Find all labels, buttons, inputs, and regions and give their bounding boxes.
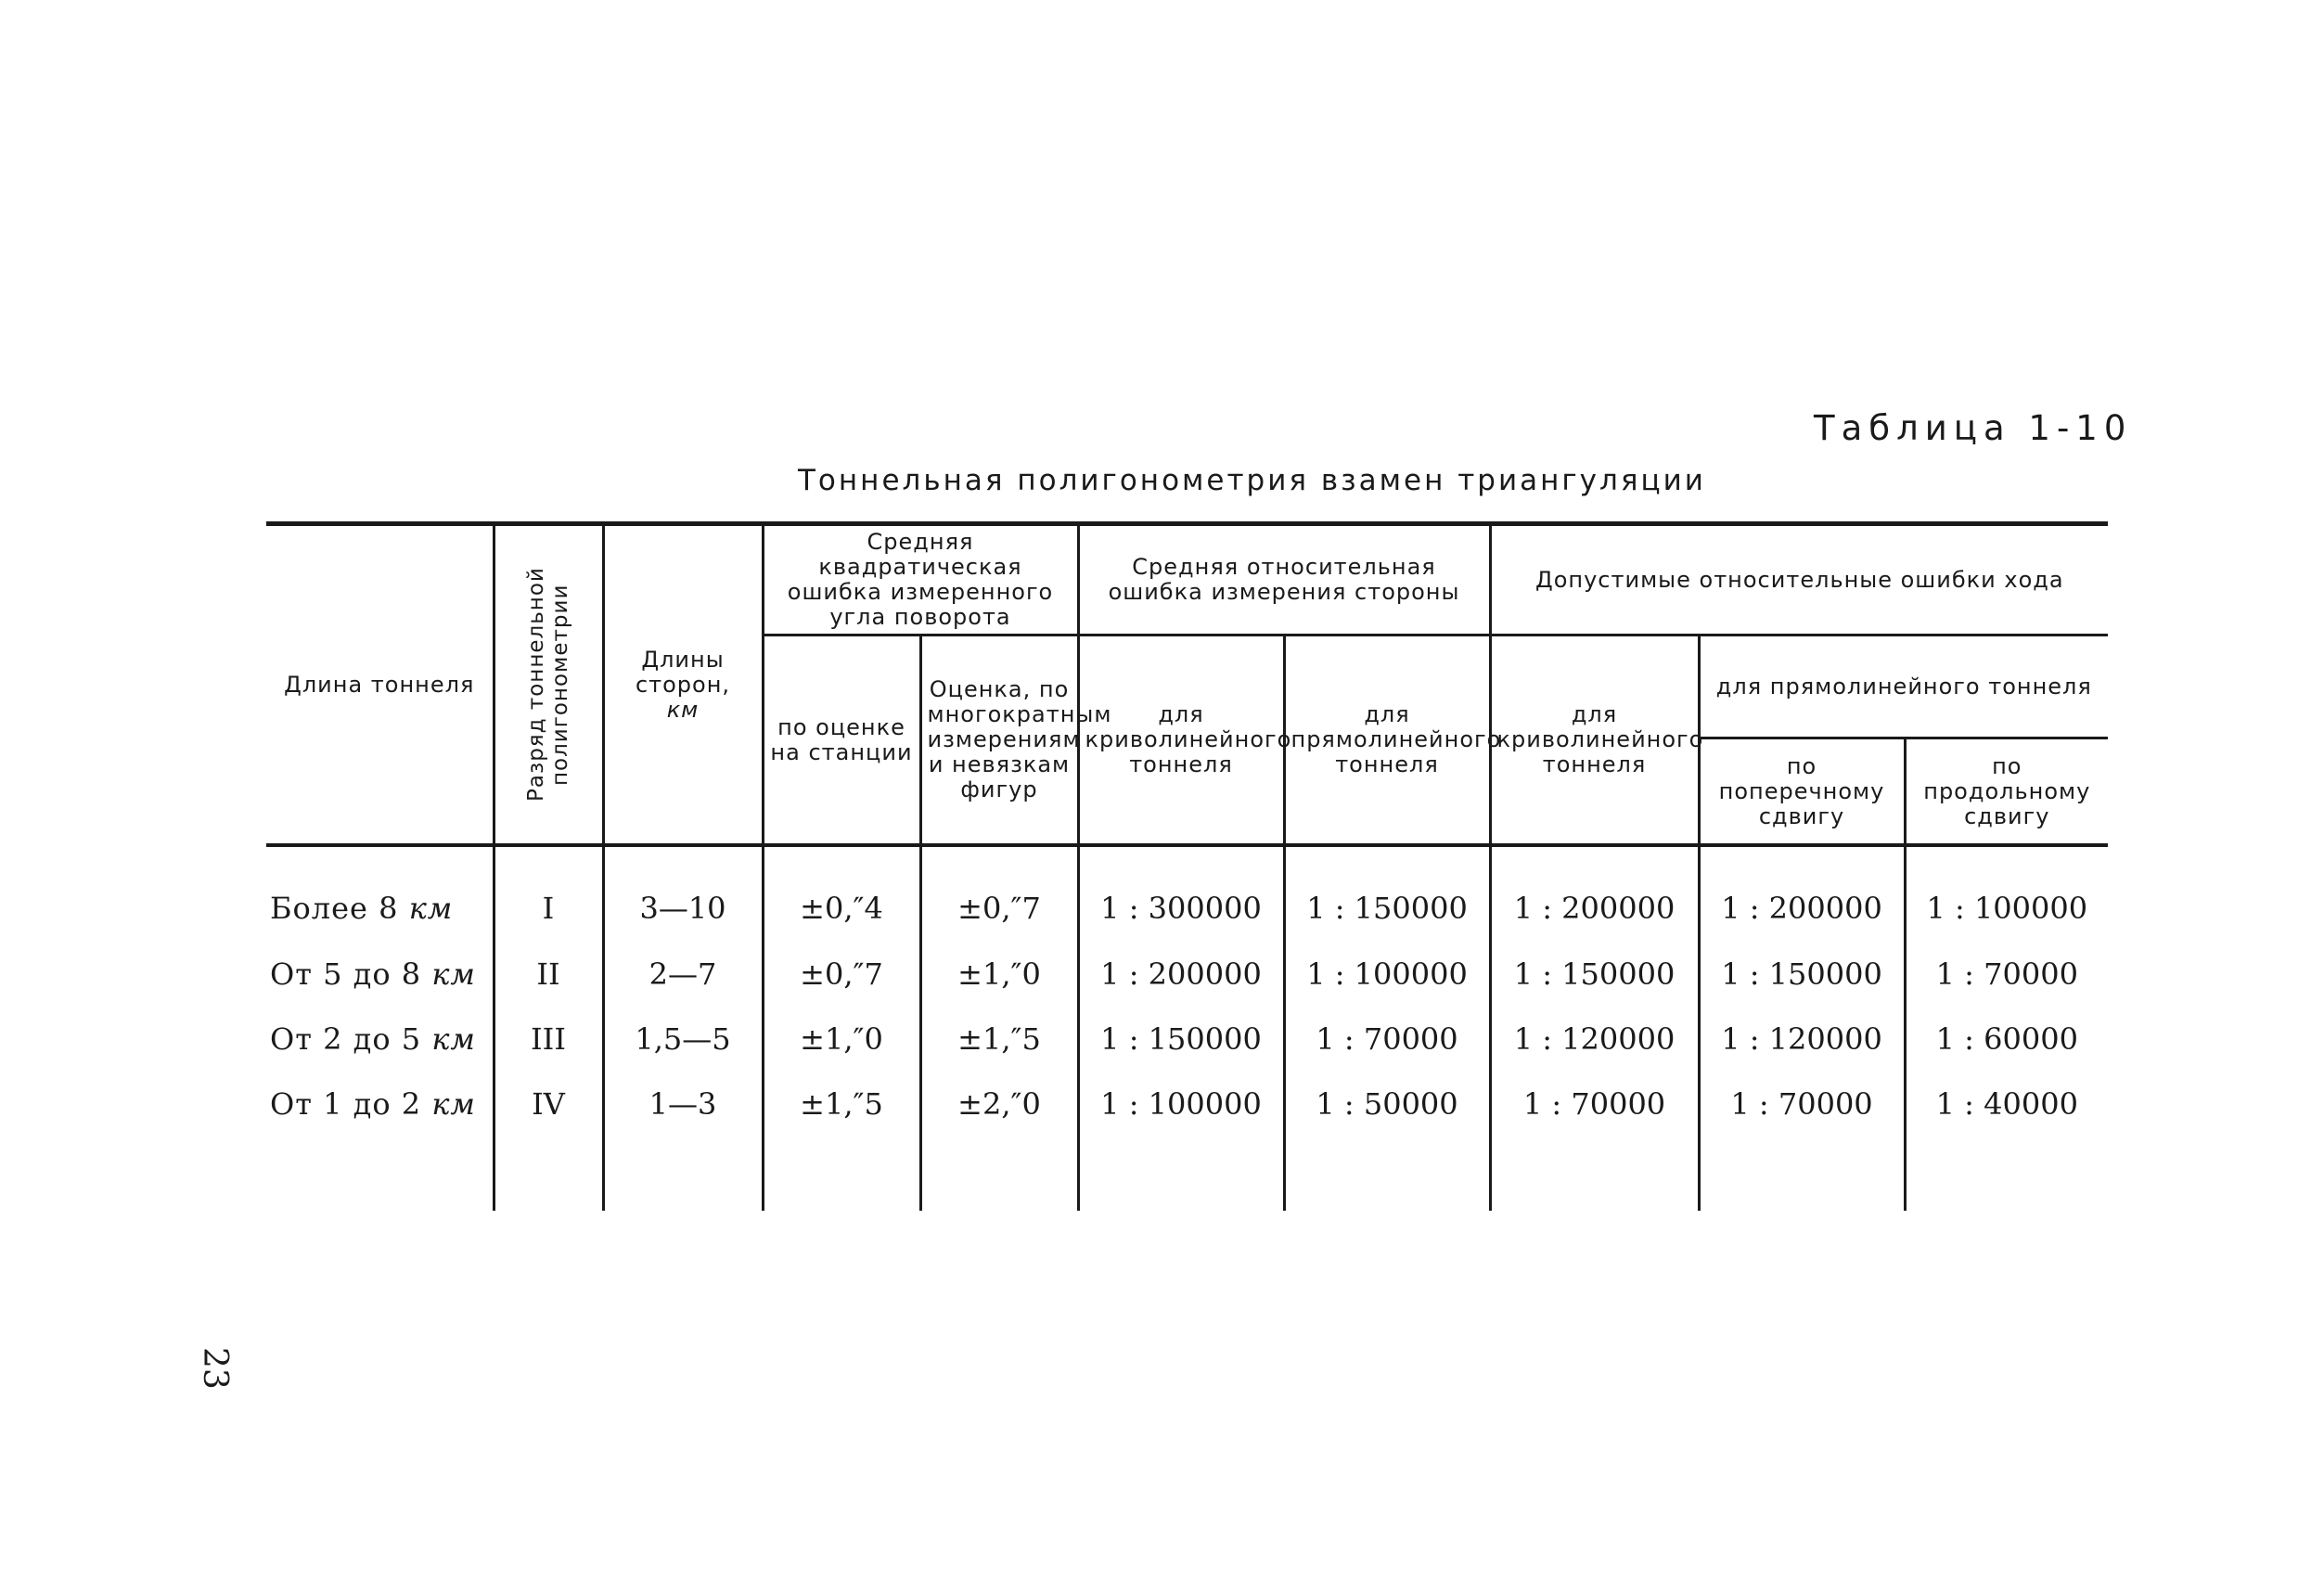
header-angle-error: Средняя квадратическая ошибка измеренного угла поворота	[763, 524, 1078, 635]
cell-sides: 3—10	[603, 845, 763, 942]
cell-traverse-curved: 1 : 70000	[1490, 1072, 1699, 1136]
table-spacer-row	[266, 1136, 2108, 1211]
cell-traverse-curved: 1 : 200000	[1490, 845, 1699, 942]
length-text: От 1 до 2	[270, 1086, 422, 1122]
cell-angle-station: ±0,″4	[763, 845, 920, 942]
cell-sides: 1—3	[603, 1072, 763, 1136]
cell-angle-multiple: ±1,″5	[920, 1007, 1078, 1072]
cell-length	[266, 845, 494, 942]
header-transverse-shift: по поперечному сдвигу	[1699, 738, 1905, 846]
spacer-cell	[1699, 1136, 1905, 1211]
table-row	[266, 1007, 2108, 1072]
header-longitudinal-shift: по продольному сдвигу	[1905, 738, 2108, 846]
spacer-cell	[266, 1136, 494, 1211]
cell-side-curved: 1 : 300000	[1078, 845, 1284, 942]
cell-rank: I	[494, 845, 603, 942]
spacer-cell	[920, 1136, 1078, 1211]
cell-length	[266, 1072, 494, 1136]
table-row	[266, 1072, 2108, 1136]
table-caption: Таблица 1-10	[1814, 408, 2133, 448]
header-rank	[494, 524, 603, 846]
cell-transverse-shift: 1 : 150000	[1699, 942, 1905, 1007]
header-angle-station: по оценке на станции	[763, 635, 920, 846]
spacer-cell	[1490, 1136, 1699, 1211]
cell-angle-multiple: ±1,″0	[920, 942, 1078, 1007]
cell-angle-station: ±1,″5	[763, 1072, 920, 1136]
spacer-cell	[1078, 1136, 1284, 1211]
header-angle-multiple: Оценка, по многократным измерениям и невязкам фигур	[920, 635, 1078, 846]
cell-transverse-shift: 1 : 70000	[1699, 1072, 1905, 1136]
header-side-length-text: Длины сторон,	[635, 646, 731, 698]
cell-side-curved: 1 : 100000	[1078, 1072, 1284, 1136]
cell-length	[266, 1007, 494, 1072]
header-side-straight: для прямолинейного тоннеля	[1284, 635, 1490, 846]
cell-longitudinal-shift: 1 : 40000	[1905, 1072, 2108, 1136]
cell-transverse-shift: 1 : 120000	[1699, 1007, 1905, 1072]
header-side-length-unit: км	[666, 696, 700, 723]
header-side-error: Средняя относительная ошибка измерения стороны	[1078, 524, 1490, 635]
page-number: 23	[196, 1347, 234, 1390]
spacer-cell	[1284, 1136, 1490, 1211]
cell-side-curved: 1 : 150000	[1078, 1007, 1284, 1072]
cell-angle-station: ±1,″0	[763, 1007, 920, 1072]
header-tunnel-length: Длина тоннеля	[266, 524, 494, 846]
cell-side-straight: 1 : 50000	[1284, 1072, 1490, 1136]
cell-transverse-shift: 1 : 200000	[1699, 845, 1905, 942]
header-side-curved: для криволинейного тоннеля	[1078, 635, 1284, 846]
header-side-length	[603, 524, 763, 846]
length-text: От 5 до 8	[270, 956, 422, 992]
cell-traverse-curved: 1 : 120000	[1490, 1007, 1699, 1072]
cell-longitudinal-shift: 1 : 70000	[1905, 942, 2108, 1007]
spacer-cell	[603, 1136, 763, 1211]
cell-length	[266, 942, 494, 1007]
data-table	[266, 521, 2108, 1211]
cell-sides: 1,5—5	[603, 1007, 763, 1072]
cell-side-straight: 1 : 70000	[1284, 1007, 1490, 1072]
cell-angle-multiple: ±2,″0	[920, 1072, 1078, 1136]
length-unit: км	[408, 891, 454, 926]
length-text: От 2 до 5	[270, 1021, 422, 1057]
cell-angle-multiple: ±0,″7	[920, 845, 1078, 942]
cell-longitudinal-shift: 1 : 60000	[1905, 1007, 2108, 1072]
cell-longitudinal-shift: 1 : 100000	[1905, 845, 2108, 942]
header-traverse-straight: для прямолинейного тоннеля	[1699, 635, 2108, 738]
length-unit: км	[431, 1086, 476, 1122]
cell-side-curved: 1 : 200000	[1078, 942, 1284, 1007]
cell-side-straight: 1 : 100000	[1284, 942, 1490, 1007]
cell-rank: II	[494, 942, 603, 1007]
cell-rank: IV	[494, 1072, 603, 1136]
header-traverse-curved: для криволинейного тоннеля	[1490, 635, 1699, 846]
cell-sides: 2—7	[603, 942, 763, 1007]
spacer-cell	[763, 1136, 920, 1211]
header-rank-text: Разряд тоннельной полигонометрии	[524, 567, 572, 802]
length-unit: км	[431, 1021, 476, 1057]
cell-rank: III	[494, 1007, 603, 1072]
table-row	[266, 942, 2108, 1007]
table-row	[266, 845, 2108, 942]
spacer-cell	[494, 1136, 603, 1211]
length-text: Более 8	[270, 891, 399, 926]
table-title: Тоннельная полигонометрия взамен триангуляции	[798, 464, 1706, 497]
header-traverse-error: Допустимые относительные ошибки хода	[1490, 524, 2108, 635]
length-unit: км	[431, 956, 476, 992]
spacer-cell	[1905, 1136, 2108, 1211]
cell-side-straight: 1 : 150000	[1284, 845, 1490, 942]
cell-traverse-curved: 1 : 150000	[1490, 942, 1699, 1007]
cell-angle-station: ±0,″7	[763, 942, 920, 1007]
